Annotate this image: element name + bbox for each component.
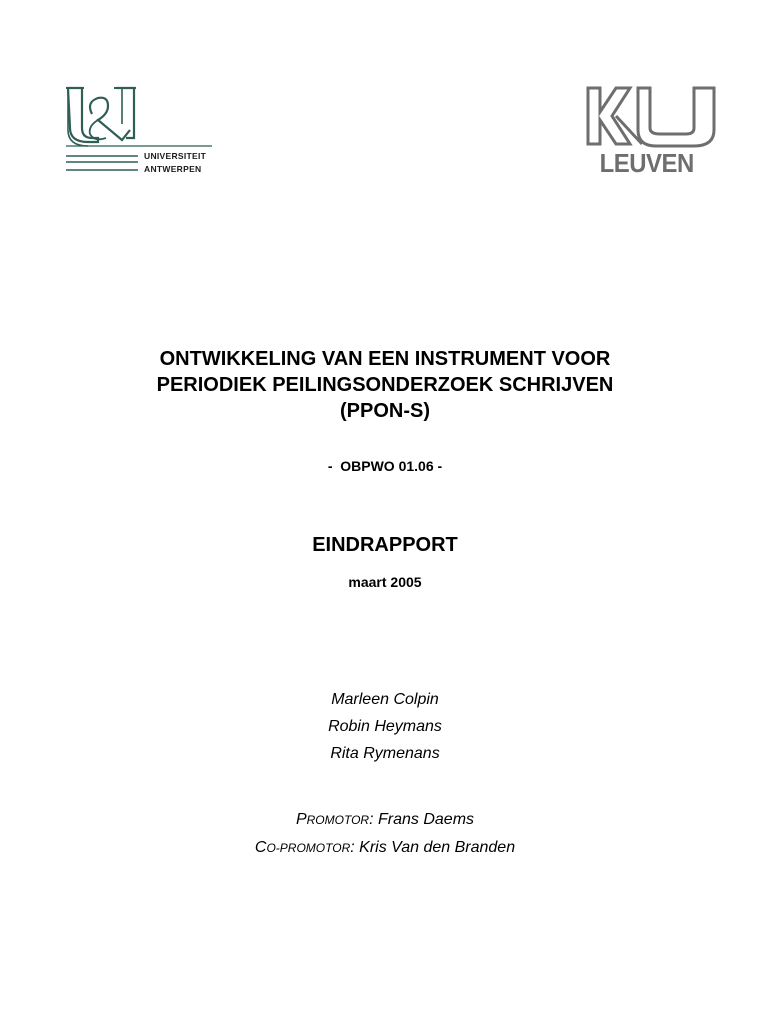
copromotor-line: [0, 834, 770, 862]
document-title: [0, 346, 770, 424]
promotor-name: Frans Daems: [378, 811, 475, 828]
copromotor-label-suffix: :: [350, 839, 355, 856]
author-name: Rita Rymenans: [330, 745, 440, 762]
author-list: [0, 686, 770, 767]
title-line-3: (PPON-S): [340, 400, 430, 422]
kul-monogram-icon: [586, 86, 718, 148]
copromotor-name: Kris Van den Branden: [359, 839, 516, 856]
universiteit-antwerpen-logo: [64, 84, 216, 178]
copromotor-label-rest: O-PROMOTOR: [266, 841, 351, 855]
report-heading: EINDRAPPORT: [312, 534, 458, 556]
ua-logo-line1: UNIVERSITEIT: [144, 151, 207, 161]
promotor-block: [0, 806, 770, 862]
report-date: maart 2005: [348, 574, 422, 590]
promotor-label-rest: ROMOTOR: [306, 813, 370, 827]
promotor-line: [0, 806, 770, 834]
project-code: - OBPWO 01.06 -: [327, 458, 443, 474]
title-line-1: ONTWIKKELING VAN EEN INSTRUMENT VOOR: [159, 348, 611, 370]
ua-logo-line2: ANTWERPEN: [144, 164, 202, 174]
title-line-2: PERIODIEK PEILINGSONDERZOEK SCHRIJVEN: [156, 374, 614, 396]
promotor-label-initial: P: [295, 811, 307, 828]
copromotor-label-initial: C: [254, 839, 267, 856]
ku-leuven-wordmark: LEUVEN: [599, 148, 694, 178]
author-name: Marleen Colpin: [331, 691, 439, 708]
author-name: Robin Heymans: [328, 718, 442, 735]
promotor-label-suffix: :: [369, 811, 374, 828]
ku-leuven-logo: [586, 86, 718, 178]
